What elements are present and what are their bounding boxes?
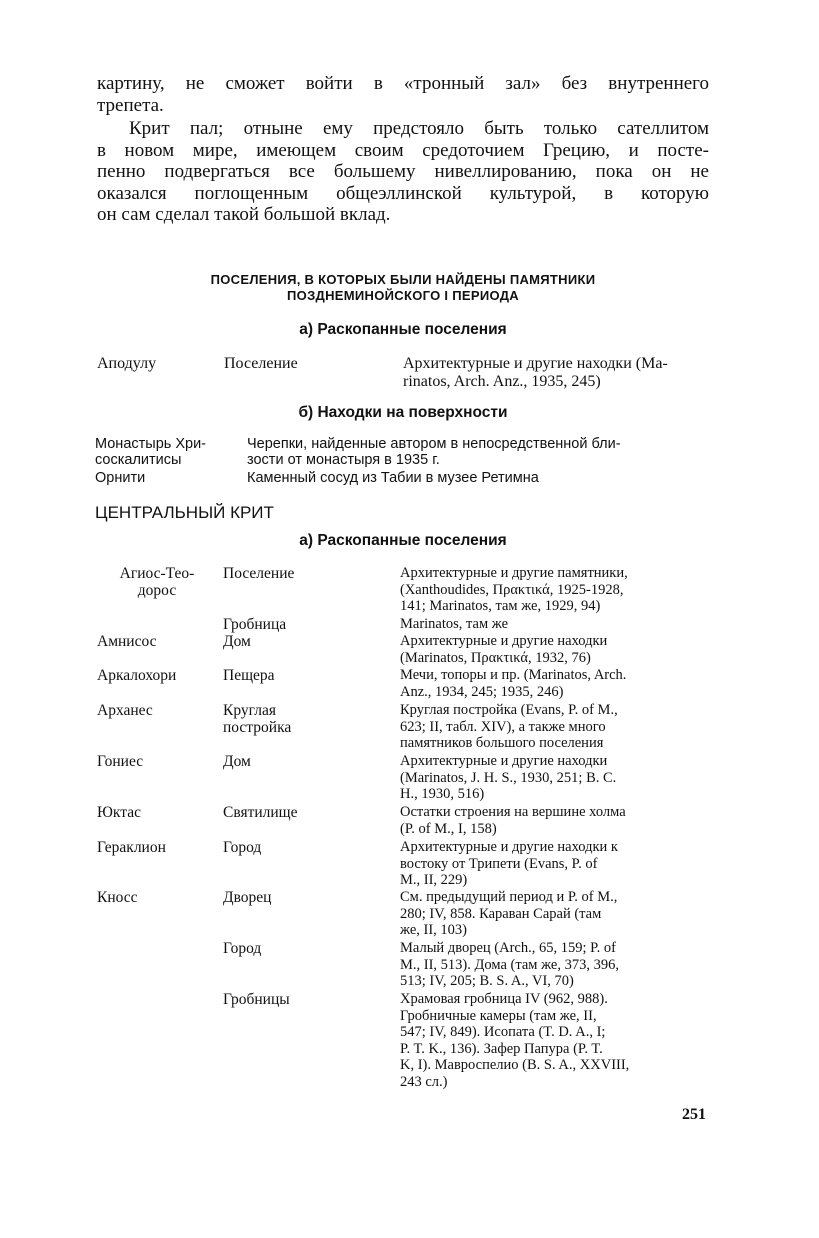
reference-cell: Архитектурные и другие находки (Marinatos, Πρακτικά, 1932, 76) bbox=[400, 633, 608, 666]
type-cell: Гробницы bbox=[223, 991, 290, 1008]
place-cell: Орнити bbox=[95, 470, 146, 486]
reference-cell: Архитектурные и другие находки (Ma- rinatos, Arch. Anz., 1935, 245) bbox=[403, 355, 668, 390]
section-title-central-crete: ЦЕНТРАЛЬНЫЙ КРИТ bbox=[95, 503, 274, 522]
reference-cell: Мечи, топоры и пр. (Marinatos, Arch. Anz., 1934, 245; 1935, 246) bbox=[400, 667, 627, 700]
type-cell: Поселение bbox=[223, 565, 295, 582]
place-cell: Аподулу bbox=[97, 355, 157, 372]
place-cell: Гониес bbox=[97, 753, 144, 770]
reference-cell: Marinatos, там же bbox=[400, 616, 509, 632]
place-cell: Кносс bbox=[97, 889, 138, 906]
type-cell: Поселение bbox=[224, 355, 298, 372]
description-cell: Каменный сосуд из Табии в музее Ретимна bbox=[247, 470, 539, 486]
reference-cell: Остатки строения на вершине холма (P. of M., I, 158) bbox=[400, 804, 626, 837]
reference-cell: См. предыдущий период и P. of M., 280; IV, 858. Караван Сарай (там же, II, 103) bbox=[400, 889, 618, 938]
reference-cell: Малый дворец (Arch., 65, 159; P. of M., II, 513). Дома (там же, 373, 396, 513; IV, 205; B. S. A., VI, 70) bbox=[400, 940, 619, 989]
place-cell: Амнисос bbox=[97, 633, 157, 650]
subsection-heading-a: а) Раскопанные поселения bbox=[299, 321, 507, 338]
type-cell: Гробница bbox=[223, 616, 287, 633]
reference-cell: Архитектурные и другие находки к востоку от Трипети (Evans, P. of M., II, 229) bbox=[400, 839, 618, 888]
type-cell: Город bbox=[223, 940, 262, 957]
place-cell: Гераклион bbox=[97, 839, 166, 856]
appendix-title bbox=[97, 272, 709, 304]
subsection-heading-b: б) Находки на поверхности bbox=[298, 404, 508, 421]
text-line: оказался поглощенным общеэллинской культурой, в которую bbox=[97, 182, 709, 204]
type-cell: Город bbox=[223, 839, 262, 856]
type-cell: Святилище bbox=[223, 804, 298, 821]
place-cell: Аркалохори bbox=[97, 667, 177, 684]
appendix-title-line: ПОСЕЛЕНИЯ, В КОТОРЫХ БЫЛИ НАЙДЕНЫ ПАМЯТНИКИ bbox=[210, 272, 596, 287]
appendix-title-line: ПОЗДНЕМИНОЙСКОГО I ПЕРИОДА bbox=[287, 288, 519, 303]
text-line: картину, не сможет войти в «тронный зал» без внутреннего bbox=[97, 73, 709, 94]
intro-paragraph bbox=[97, 118, 709, 226]
place-cell: Юктас bbox=[97, 804, 141, 821]
reference-cell: Круглая постройка (Evans, P. of M., 623; II, табл. XIV), а также много памятников большого поселения bbox=[400, 702, 618, 751]
type-cell: Дворец bbox=[223, 889, 272, 906]
text-line: Крит пал; отныне ему предстояло быть только сателлитом bbox=[129, 118, 709, 139]
reference-cell: Архитектурные и другие памятники, (Xanthoudides, Πρακτικά, 1925-1928, 141; Marinatos, там же, 1929, 94) bbox=[400, 565, 628, 614]
description-cell: Черепки, найденные автором в непосредственной бли- зости от монастыря в 1935 г. bbox=[247, 436, 621, 468]
subsection-heading-central-a: а) Раскопанные поселения bbox=[299, 532, 507, 549]
type-cell: Дом bbox=[223, 633, 251, 650]
text-line: трепета. bbox=[97, 94, 164, 116]
place-cell: Монастырь Хри- соскалитисы bbox=[95, 436, 207, 468]
type-cell: Круглая постройка bbox=[223, 702, 292, 736]
type-cell: Дом bbox=[223, 753, 251, 770]
text-line: в новом мире, имеющем своим средоточием Грецию, и посте- bbox=[97, 139, 709, 161]
intro-paragraph-continuation bbox=[97, 73, 709, 116]
type-cell: Пещера bbox=[223, 667, 275, 684]
reference-cell: Храмовая гробница IV (962, 988). Гробничные камеры (там же, II, 547; IV, 849). Исопата (T. D. A., I; P. T. K., 136). Зафер Папура (P. T. K, I). Мавроспелио (B. S. A., XXVIII, 243 сл.) bbox=[400, 991, 630, 1090]
text-line: пенно подвергаться все большему нивеллированию, пока он не bbox=[97, 161, 709, 182]
page-number: 251 bbox=[682, 1106, 706, 1123]
place-cell: Агиос-Тео- дорос bbox=[119, 565, 195, 599]
reference-cell: Архитектурные и другие находки (Marinatos, J. H. S., 1930, 251; B. C. H., 1930, 516) bbox=[400, 753, 617, 802]
place-cell: Арханес bbox=[97, 702, 153, 719]
text-line: он сам сделал такой большой вклад. bbox=[97, 204, 391, 225]
